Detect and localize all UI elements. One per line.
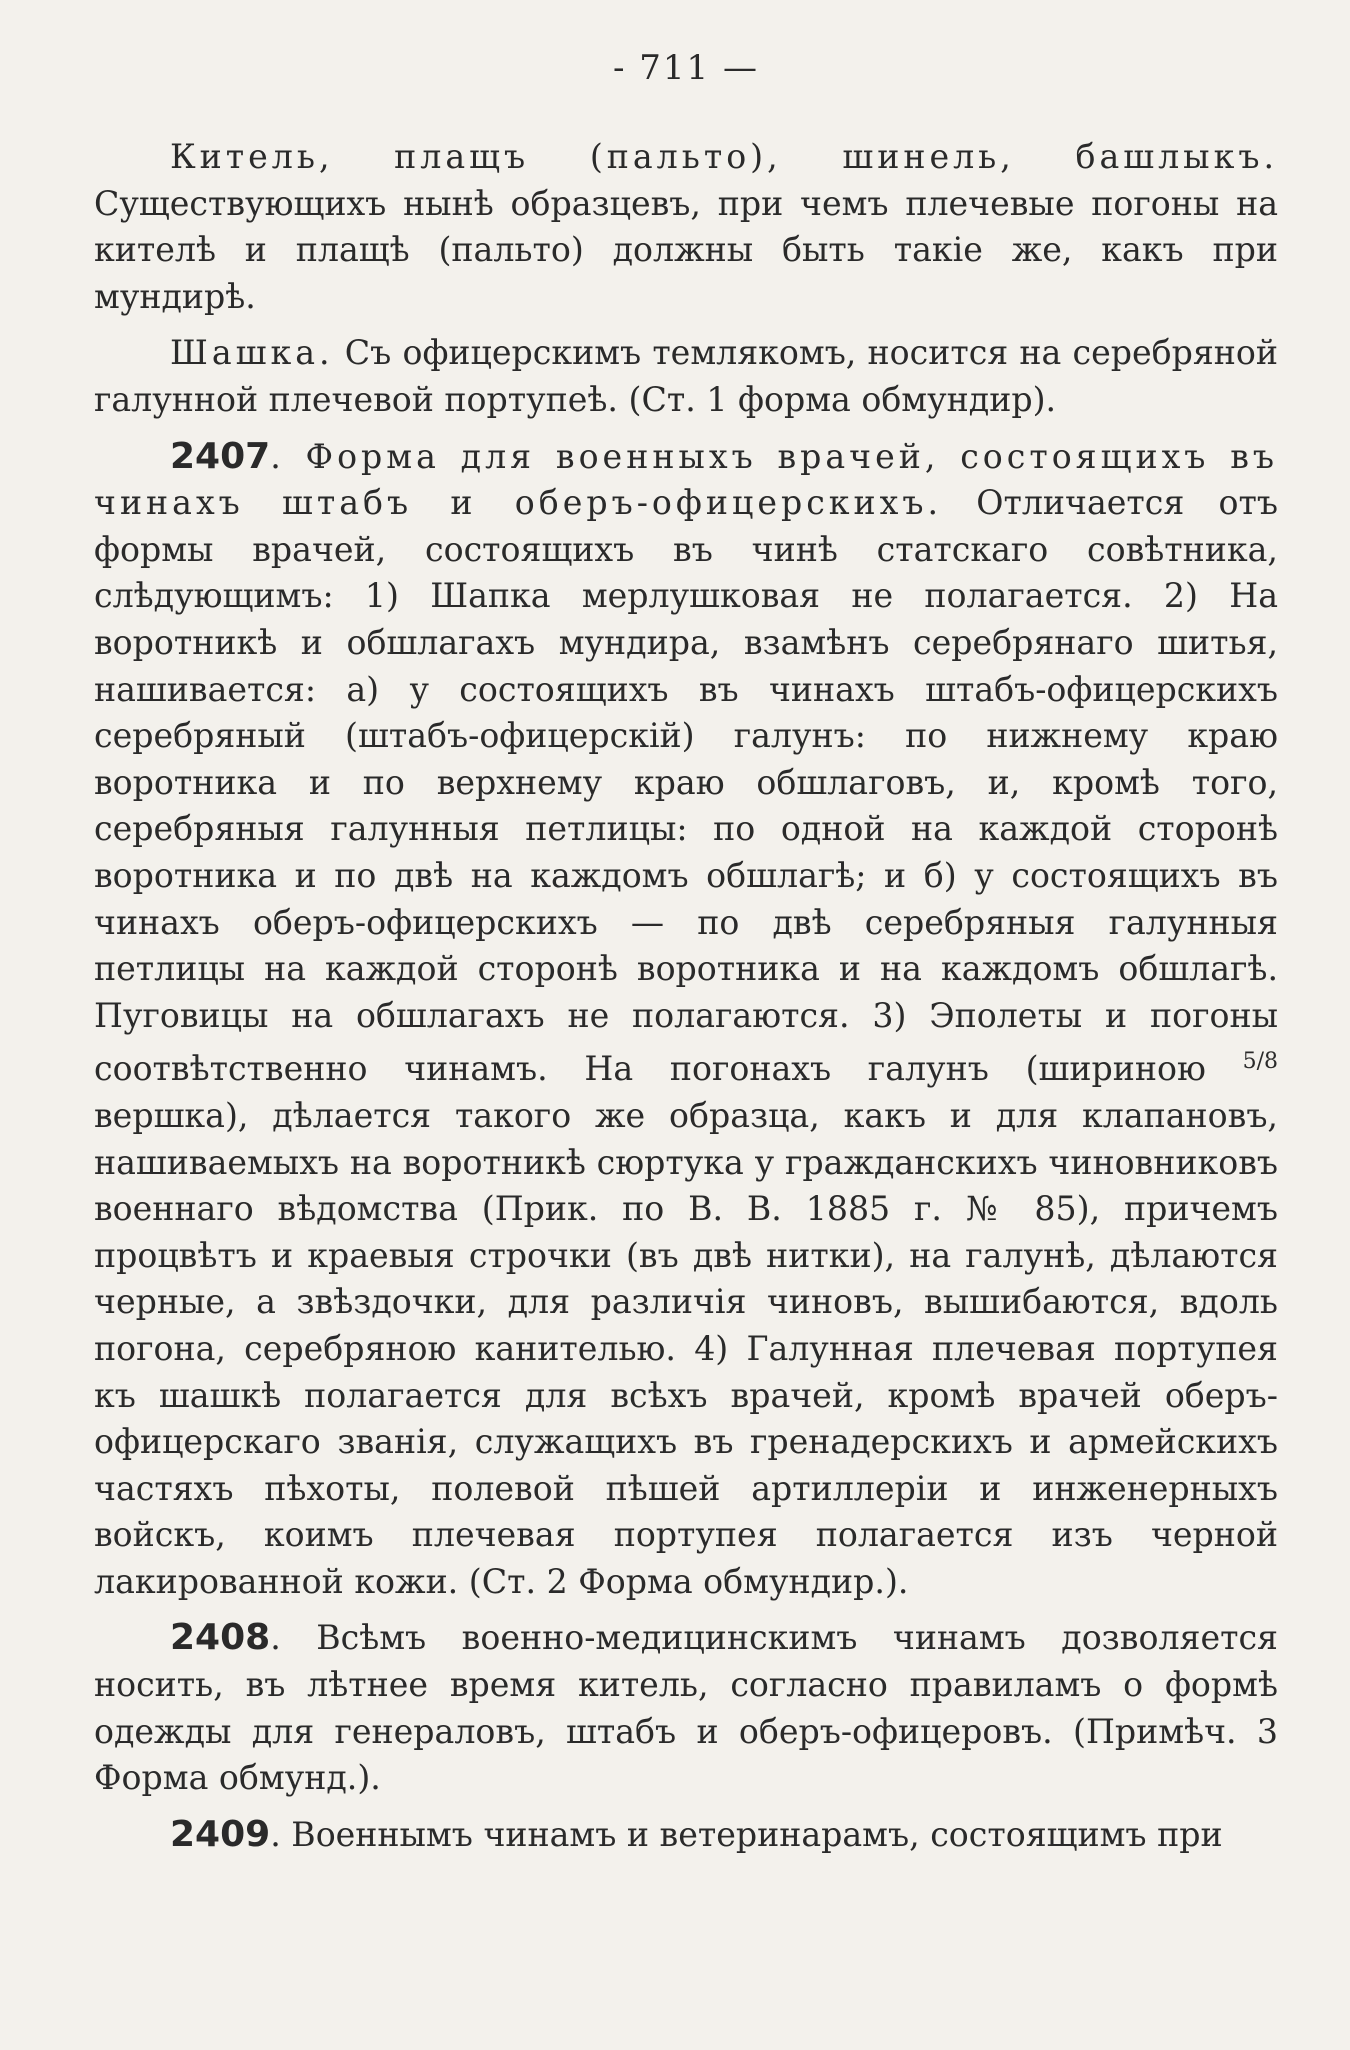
article-number: 2409 (170, 1813, 271, 1855)
term-saber: Шашка. (170, 333, 334, 373)
term-tunic: Китель, плащъ (пальто), шинель, башлыкъ. (170, 137, 1278, 176)
article-2408 (94, 1615, 1278, 1801)
paragraph-tunic (94, 134, 1278, 320)
paragraph-tunic-text: Существующихъ нынѣ образцевъ, при чемъ плечевые погоны на кителѣ и плащѣ (пальто) должны быть такіе же, какъ при мундирѣ. (94, 183, 1278, 316)
article-text: . Всѣмъ военно-медицинскимъ чинамъ дозволяется носить, въ лѣтнее время китель, согласно правиламъ о формѣ одежды для генераловъ, штабъ и оберъ-офицеровъ. (Примѣч. 3 Форма обмунд.). (94, 1618, 1278, 1798)
paragraph-saber (94, 330, 1278, 423)
paragraph-saber-text: Съ офицерскимъ темлякомъ, носится на серебряной галунной плечевой портупеѣ. (Ст. 1 форма обмундир). (94, 333, 1278, 419)
article-2409 (94, 1812, 1278, 1859)
article-number: 2407 (170, 435, 271, 477)
article-number: 2408 (170, 1617, 271, 1659)
article-text: Отличается отъ формы врачей, состоящихъ въ чинѣ статскаго совѣтника, слѣдующимъ: 1) Шапка мерлушковая не полагается. 2) На воротникѣ и обшлагахъ мундира, взамѣнъ серебрянаго шитья, нашивается: а) у состоящихъ въ чинахъ штабъ-офицерскихъ серебряный (штабъ-офицерскій) галунъ: по нижнему краю воротника и по верхнему краю обшлаговъ, и, кромѣ того, серебряныя галунныя петлицы: по одной на каждой сторонѣ воротника и по двѣ на каждомъ обшлагѣ; и б) у состоящихъ въ чинахъ оберъ-офицерскихъ — по двѣ серебряныя галунныя петлицы на каждой сторонѣ воротника и на каждомъ обшлагѣ. Пуговицы на обшлагахъ не полагаются. 3) Эполеты и погоны соотвѣтственно чинамъ. На погонахъ галунъ (шириною (94, 483, 1279, 1089)
article-heading: . Форма для военныхъ врачей, состоящихъ въ чинахъ штабъ и оберъ-офицерскихъ. (94, 436, 1278, 523)
article-2407 (94, 434, 1278, 1606)
page-number: - 711 — (613, 48, 759, 88)
article-text-continued: вершка), дѣлается такого же образца, какъ и для клапановъ, нашиваемыхъ на воротникѣ сюртука у гражданскихъ чиновниковъ военнаго вѣдомства (Прик. по В. В. 1885 г. № 85), причемъ процвѣтъ и краевыя строчки (въ двѣ нитки), на галунѣ, дѣлаются черные, а звѣздочки, для различія чиновъ, вышибаются, вдоль погона, серебряною канителью. 4) Галунная плечевая портупея къ шашкѣ полагается для всѣхъ врачей, кромѣ врачей оберъ-офицерскаго званія, служащихъ въ гренадерскихъ и армейскихъ частяхъ пѣхоты, полевой пѣшей артиллеріи и инженерныхъ войскъ, коимъ плечевая портупея полагается изъ черной лакированной кожи. (Ст. 2 Форма обмундир.). (94, 1095, 1278, 1601)
fraction: 5/8 (1242, 1049, 1278, 1075)
article-text: . Военнымъ чинамъ и ветеринарамъ, состоящимъ при (270, 1814, 1223, 1854)
